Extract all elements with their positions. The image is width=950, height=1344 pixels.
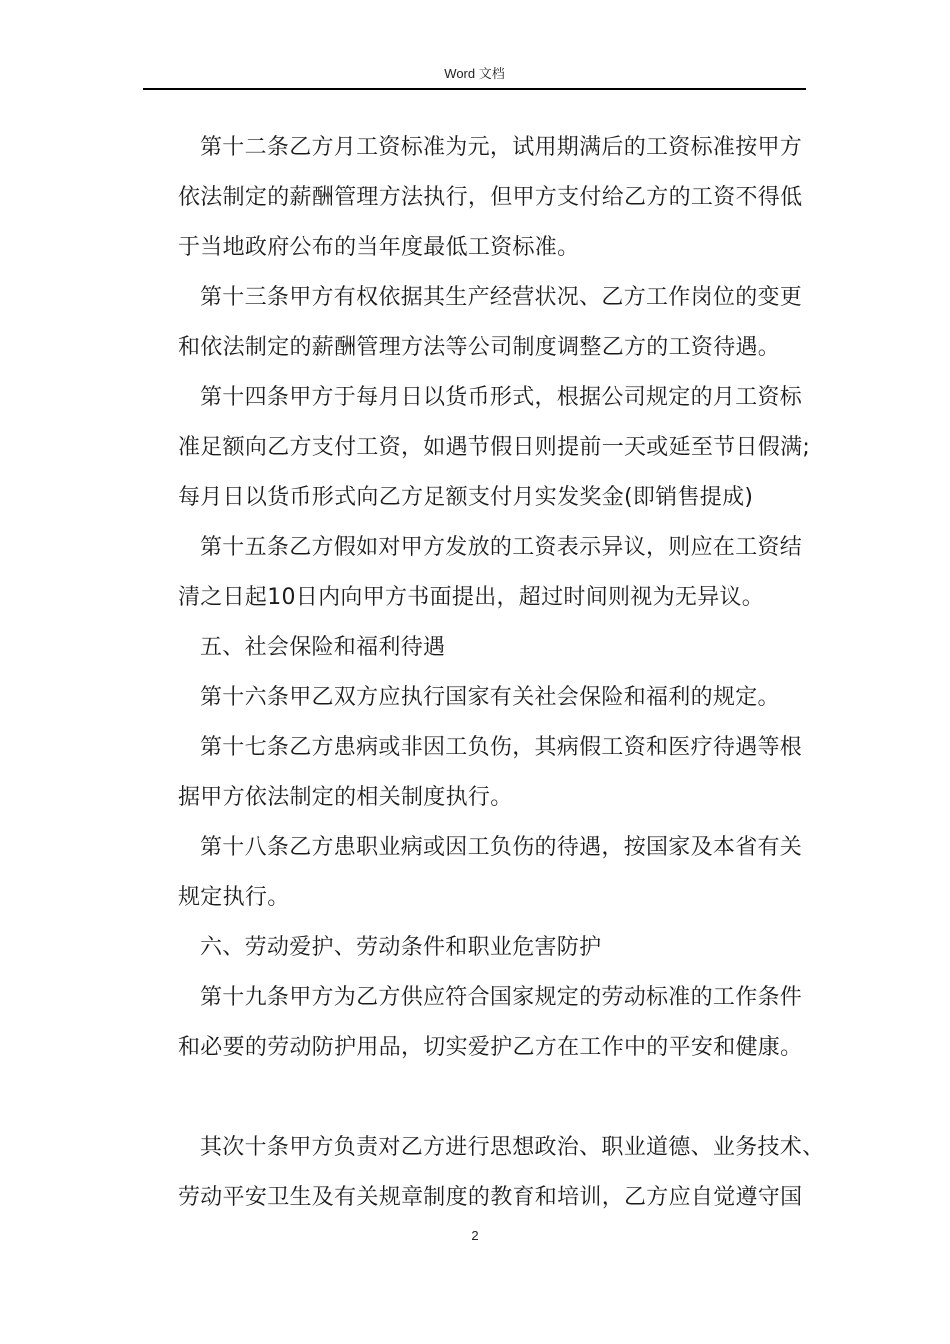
article-20-line-1: 其次十条甲方负责对乙方进行思想政治、职业道德、业务技术、 bbox=[200, 1135, 825, 1160]
article-17-line-1: 第十七条乙方患病或非因工负伤，其病假工资和医疗待遇等根 bbox=[200, 735, 803, 760]
document-body bbox=[178, 123, 825, 1223]
article-20-line-2: 劳动平安卫生及有关规章制度的教育和培训，乙方应自觉遵守国 bbox=[178, 1185, 803, 1210]
article-13-line-1: 第十三条甲方有权依据其生产经营状况、乙方工作岗位的变更 bbox=[200, 285, 803, 310]
page-number: 2 bbox=[471, 1228, 479, 1243]
article-19-line-1: 第十九条甲方为乙方供应符合国家规定的劳动标准的工作条件 bbox=[200, 985, 803, 1010]
article-13-line-2: 和依法制定的薪酬管理方法等公司制度调整乙方的工资待遇。 bbox=[178, 335, 781, 360]
section-6-heading: 六、劳动爱护、劳动条件和职业危害防护 bbox=[200, 935, 602, 960]
article-14-line-3: 每月日以货币形式向乙方足额支付月实发奖金(即销售提成) bbox=[178, 485, 754, 510]
article-12-line-2: 依法制定的薪酬管理方法执行，但甲方支付给乙方的工资不得低 bbox=[178, 185, 803, 210]
article-14-line-2: 准足额向乙方支付工资，如遇节假日则提前一天或延至节日假满; bbox=[178, 435, 811, 460]
article-17-line-2: 据甲方依法制定的相关制度执行。 bbox=[178, 785, 513, 810]
article-19-line-2: 和必要的劳动防护用品，切实爱护乙方在工作中的平安和健康。 bbox=[178, 1035, 803, 1060]
header-title: Word 文档 bbox=[444, 66, 505, 81]
article-12-line-3: 于当地政府公布的当年度最低工资标准。 bbox=[178, 235, 580, 260]
paragraph-gap bbox=[178, 1073, 810, 1123]
article-12-line-1: 第十二条乙方月工资标准为元，试用期满后的工资标准按甲方 bbox=[200, 135, 803, 160]
article-15-line-1: 第十五条乙方假如对甲方发放的工资表示异议，则应在工资结 bbox=[200, 535, 803, 560]
article-18-line-2: 规定执行。 bbox=[178, 885, 290, 910]
page-header bbox=[143, 60, 806, 90]
article-16-line-1: 第十六条甲乙双方应执行国家有关社会保险和福利的规定。 bbox=[200, 685, 780, 710]
article-15-line-2: 清之日起10日内向甲方书面提出，超过时间则视为无异议。 bbox=[178, 585, 765, 610]
section-5-heading: 五、社会保险和福利待遇 bbox=[200, 635, 446, 660]
article-18-line-1: 第十八条乙方患职业病或因工负伤的待遇，按国家及本省有关 bbox=[200, 835, 803, 860]
article-14-line-1: 第十四条甲方于每月日以货币形式，根据公司规定的月工资标 bbox=[200, 385, 803, 410]
